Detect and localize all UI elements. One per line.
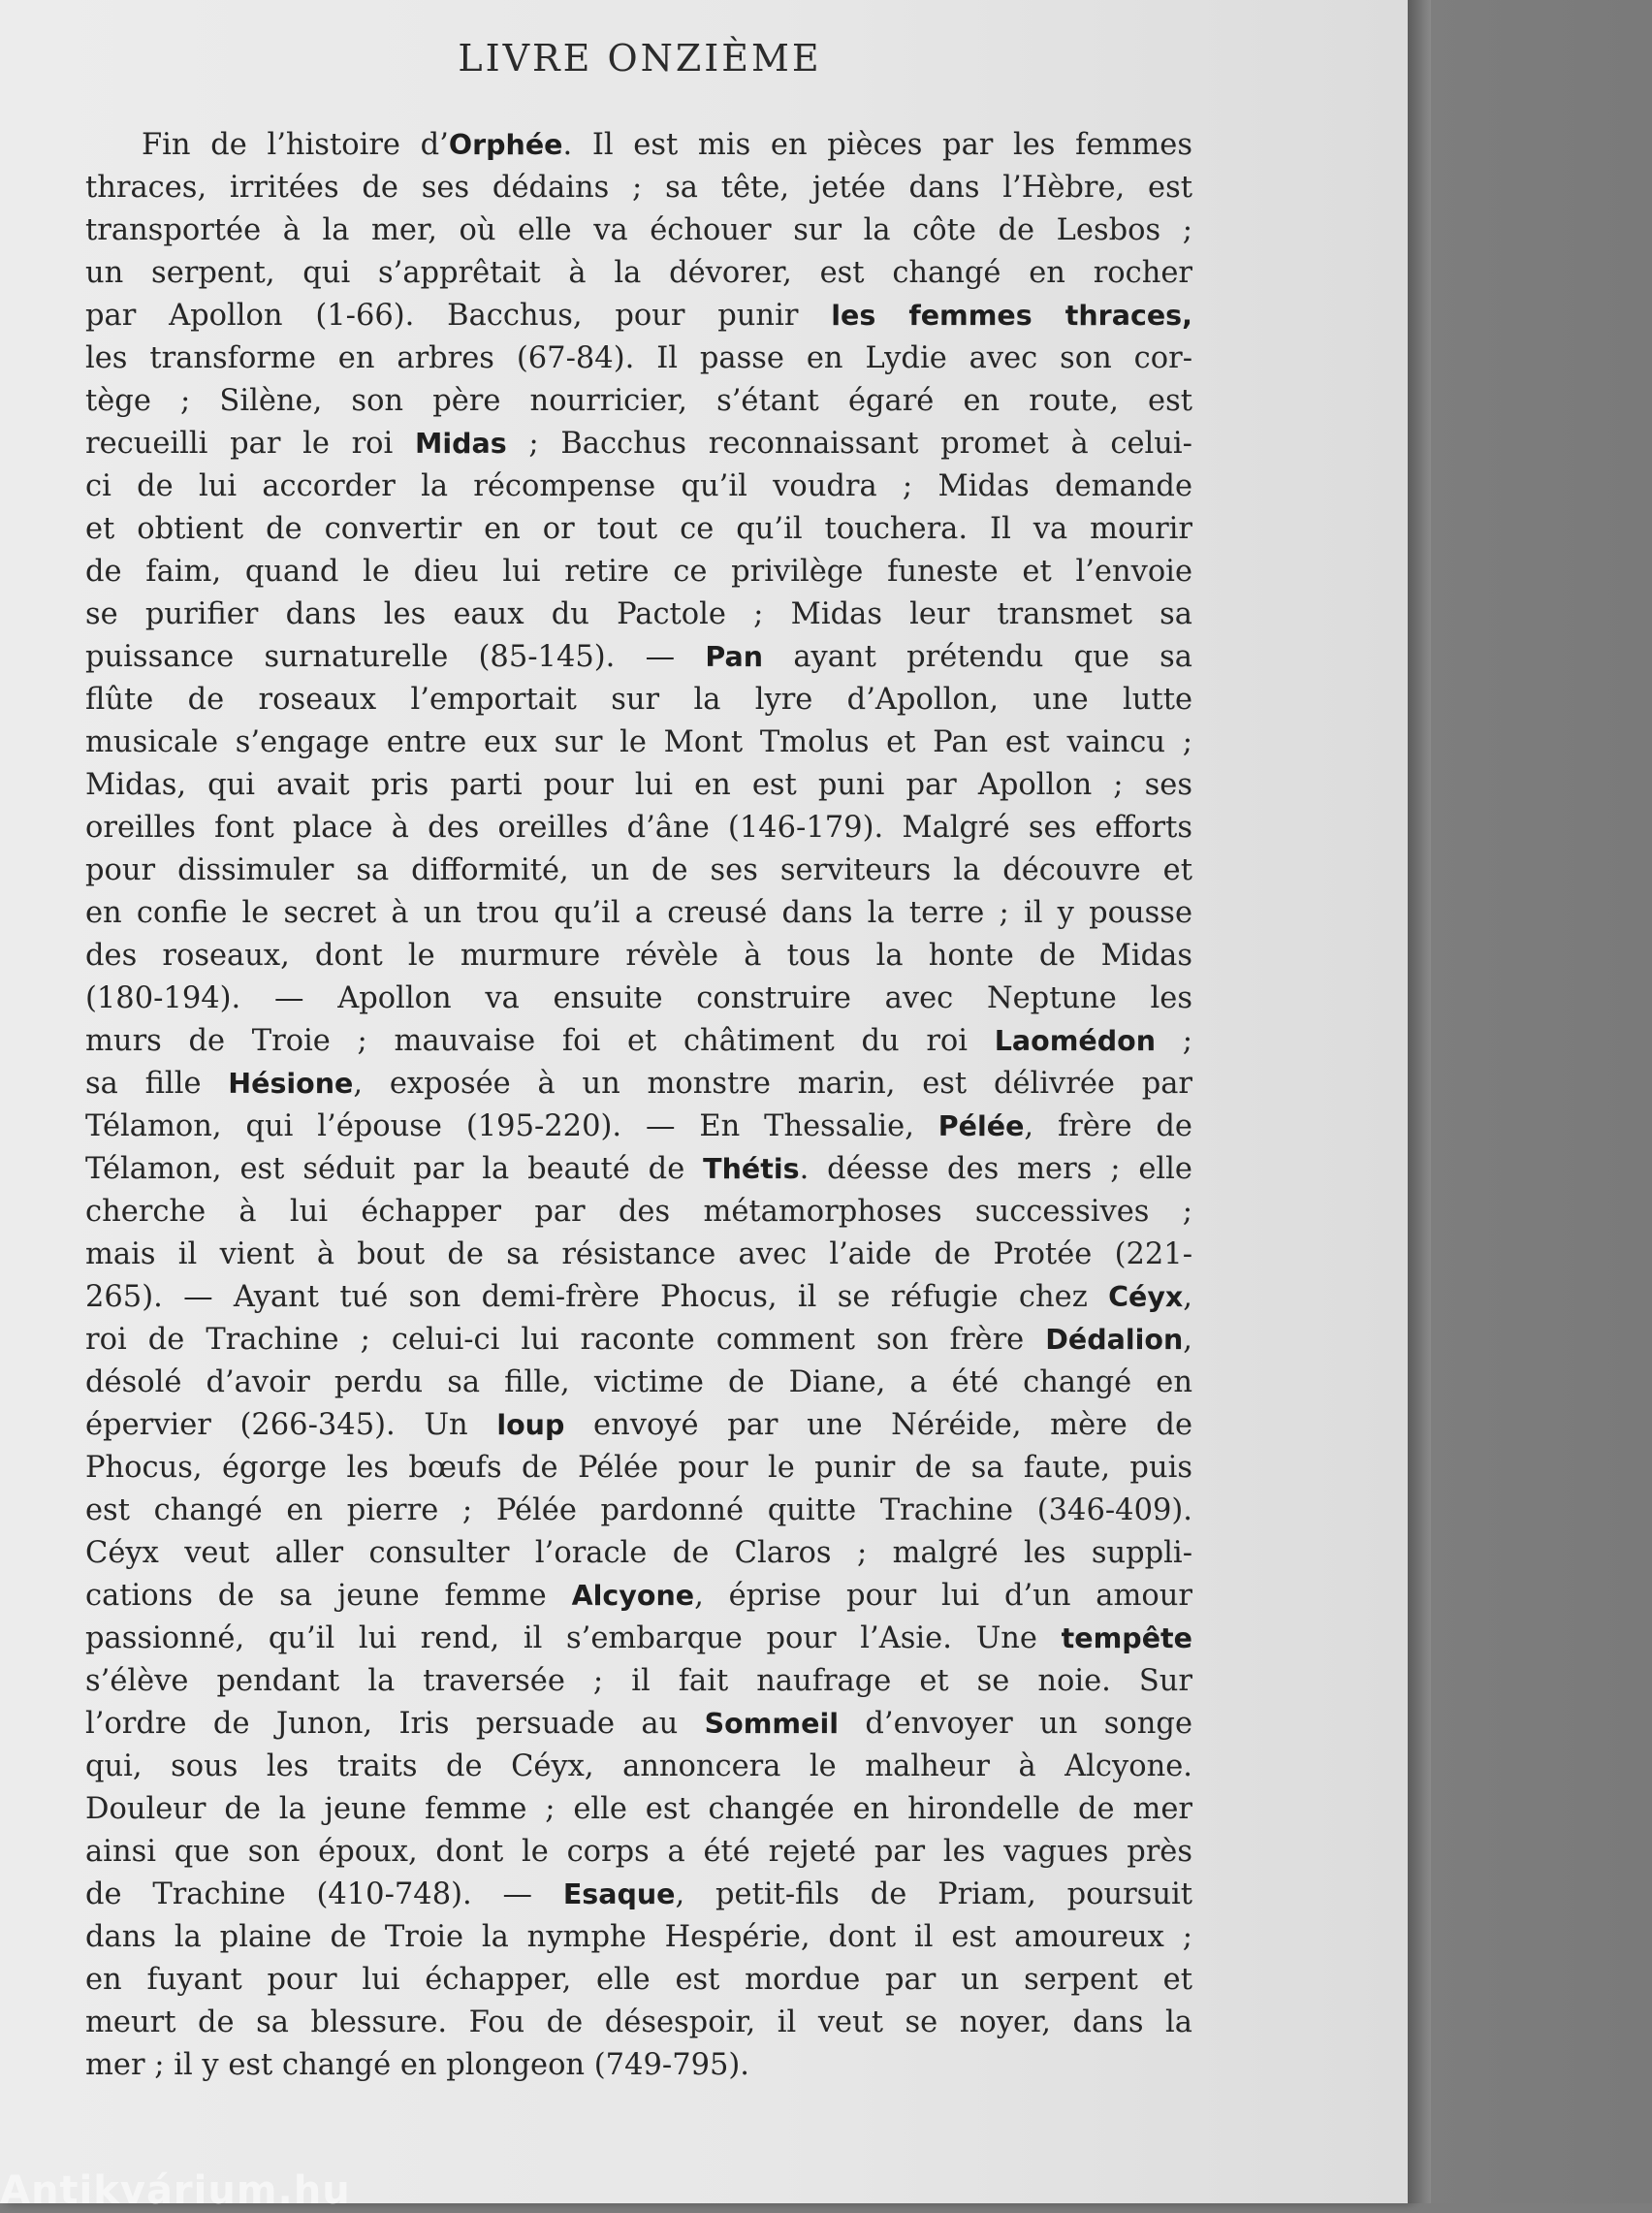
summary-line (85, 167, 1192, 209)
summary-line (85, 508, 1192, 551)
summary-line (85, 209, 1192, 252)
text-run: par Apollon (1-66). Bacchus, pour punir (85, 299, 832, 333)
text-run: , exposée à un monstre marin, est délivrée par (353, 1067, 1192, 1101)
text-run: dans la plaine de Troie la nymphe Hespérie, dont il est amoureux ; (85, 1920, 1192, 1954)
bold-name: Pan (705, 641, 764, 673)
text-run: Télamon, qui l’épouse (195-220). — En Thessalie, (85, 1109, 938, 1143)
text-run: de faim, quand le dieu lui retire ce privilège funeste et l’envoie (85, 555, 1192, 589)
summary-line (85, 1148, 1192, 1191)
summary-line (85, 2002, 1192, 2044)
text-run: envoyé par une Néréide, mère de (564, 1408, 1192, 1442)
bold-name: Laomédon (994, 1025, 1156, 1057)
text-run: Douleur de la jeune femme ; elle est changée en hirondelle de mer (85, 1792, 1192, 1826)
text-run: en confie le secret à un trou qu’il a creusé dans la terre ; il y pousse (85, 896, 1192, 930)
text-run: ci de lui accorder la récompense qu’il voudra ; Midas demande (85, 469, 1192, 503)
text-run: des roseaux, dont le murmure révèle à tous la honte de Midas (85, 939, 1192, 973)
text-run: . Il est mis en pièces par les femmes (562, 128, 1192, 162)
summary-line (85, 337, 1192, 380)
text-run: ainsi que son époux, dont le corps a été rejeté par les vagues près (85, 1835, 1192, 1869)
text-run: cherche à lui échapper par des métamorphoses successives ; (85, 1195, 1192, 1229)
text-run: , (1183, 1323, 1192, 1357)
summary-line (85, 1618, 1192, 1660)
summary-line (85, 1319, 1192, 1362)
text-run: désolé d’avoir perdu sa fille, victime de Diane, a été changé en (85, 1365, 1192, 1399)
summary-line (85, 1447, 1192, 1490)
text-run: est changé en pierre ; Pélée pardonné quitte Trachine (346-409). (85, 1493, 1192, 1527)
summary-line (85, 1020, 1192, 1063)
summary-line (85, 1575, 1192, 1618)
text-run: cations de sa jeune femme (85, 1579, 572, 1613)
bold-name: Thétis (703, 1153, 800, 1185)
summary-line (85, 807, 1192, 850)
text-run: thraces, irritées de ses dédains ; sa tête, jetée dans l’Hèbre, est (85, 171, 1192, 205)
text-run: oreilles font place à des oreilles d’âne (146-179). Malgré ses efforts (85, 811, 1192, 845)
summary-line (85, 1703, 1192, 1746)
summary-line (85, 423, 1192, 465)
summary-line (85, 252, 1192, 295)
chapter-title: LIVRE ONZIÈME (458, 37, 822, 80)
text-run: d’envoyer un songe (839, 1707, 1192, 1741)
summary-line (85, 722, 1192, 764)
bold-name: les femmes thraces, (831, 300, 1192, 332)
text-run: . déesse des mers ; elle (799, 1152, 1192, 1186)
summary-line (85, 850, 1192, 892)
bold-name: Pélée (937, 1110, 1025, 1142)
bold-name: Céyx (1108, 1281, 1184, 1313)
text-run: un serpent, qui s’apprêtait à la dévorer, est changé en rocher (85, 256, 1192, 290)
text-run: passionné, qu’il lui rend, il s’embarque pour l’Asie. Une (85, 1621, 1062, 1655)
text-run: meurt de sa blessure. Fou de désespoir, il veut se noyer, dans la (85, 2005, 1192, 2039)
summary-line (85, 1191, 1192, 1234)
text-run: mer ; il y est changé en plongeon (749-795). (85, 2048, 749, 2082)
text-run: transportée à la mer, où elle va échouer sur la côte de Lesbos ; (85, 213, 1192, 247)
bold-name: Hésione (228, 1068, 354, 1100)
text-run: murs de Troie ; mauvaise foi et châtiment du roi (85, 1024, 995, 1058)
page-edge-shadow (1408, 0, 1431, 2203)
text-run: ayant prétendu que sa (763, 640, 1192, 674)
bold-name: Orphée (448, 129, 563, 161)
text-run: (180-194). — Apollon va ensuite construire avec Neptune les (85, 981, 1192, 1015)
text-run: Fin de l’histoire d’ (142, 128, 449, 162)
text-run: recueilli par le roi (85, 427, 415, 461)
text-run: 265). — Ayant tué son demi-frère Phocus, il se réfugie chez (85, 1280, 1109, 1314)
summary-line (85, 380, 1192, 423)
bold-name: tempête (1061, 1622, 1192, 1654)
text-run: mais il vient à bout de sa résistance avec l’aide de Protée (221- (85, 1237, 1192, 1271)
text-run: les transforme en arbres (67-84). Il passe en Lydie avec son cor- (85, 341, 1192, 375)
summary-line (85, 1234, 1192, 1276)
text-run: épervier (266-345). Un (85, 1408, 497, 1442)
bold-name: Sommeil (704, 1708, 839, 1740)
chapter-summary (85, 124, 1192, 2087)
summary-line (85, 935, 1192, 978)
summary-line (85, 1063, 1192, 1106)
summary-line (85, 1362, 1192, 1404)
text-run: , frère de (1024, 1109, 1192, 1143)
bold-name: Midas (414, 428, 507, 460)
summary-line (85, 1916, 1192, 1959)
summary-line (85, 978, 1192, 1020)
text-run: qui, sous les traits de Céyx, annoncera le malheur à Alcyone. (85, 1749, 1192, 1783)
text-run: Midas, qui avait pris parti pour lui en est puni par Apollon ; ses (85, 768, 1192, 802)
bold-name: Esaque (562, 1878, 676, 1910)
summary-line (85, 1404, 1192, 1447)
summary-line (85, 465, 1192, 508)
summary-line (85, 1831, 1192, 1874)
summary-line (85, 593, 1192, 636)
text-run: roi de Trachine ; celui-ci lui raconte comment son frère (85, 1323, 1046, 1357)
text-run: se purifier dans les eaux du Pactole ; Midas leur transmet sa (85, 597, 1192, 631)
bold-name: loup (496, 1409, 565, 1441)
summary-line (85, 1106, 1192, 1148)
summary-line (85, 124, 1192, 167)
text-run: musicale s’engage entre eux sur le Mont Tmolus et Pan est vaincu ; (85, 725, 1192, 759)
text-run: flûte de roseaux l’emportait sur la lyre d’Apollon, une lutte (85, 683, 1192, 717)
text-run: , éprise pour lui d’un amour (694, 1579, 1192, 1613)
text-run: de Trachine (410-748). — (85, 1877, 563, 1911)
text-run: , petit-fils de Priam, poursuit (675, 1877, 1192, 1911)
text-run: Télamon, est séduit par la beauté de (85, 1152, 704, 1186)
text-run: sa fille (85, 1067, 229, 1101)
summary-line (85, 892, 1192, 935)
bold-name: Alcyone (571, 1580, 695, 1612)
summary-line (85, 2044, 1192, 2087)
text-run: en fuyant pour lui échapper, elle est mordue par un serpent et (85, 1963, 1192, 1997)
summary-line (85, 1874, 1192, 1916)
text-run: ; Bacchus reconnaissant promet à celui- (506, 427, 1192, 461)
summary-line (85, 1532, 1192, 1575)
summary-line (85, 551, 1192, 593)
summary-line (85, 295, 1192, 337)
text-run: l’ordre de Junon, Iris persuade au (85, 1707, 705, 1741)
text-run: pour dissimuler sa difformité, un de ses serviteurs la découvre et (85, 853, 1192, 887)
watermark: Antikvárium.hu (0, 2168, 351, 2213)
summary-line (85, 1959, 1192, 2002)
text-run: ; (1156, 1024, 1192, 1058)
text-run: et obtient de convertir en or tout ce qu’il touchera. Il va mourir (85, 512, 1192, 546)
summary-line (85, 1788, 1192, 1831)
summary-line (85, 679, 1192, 722)
summary-line (85, 1660, 1192, 1703)
text-run: tège ; Silène, son père nourricier, s’étant égaré en route, est (85, 384, 1192, 418)
summary-line (85, 636, 1192, 679)
summary-line (85, 1276, 1192, 1319)
bold-name: Dédalion (1045, 1324, 1184, 1356)
text-run: puissance surnaturelle (85-145). — (85, 640, 706, 674)
text-run: , (1183, 1280, 1192, 1314)
summary-line (85, 1746, 1192, 1788)
summary-line (85, 1490, 1192, 1532)
text-run: Céyx veut aller consulter l’oracle de Claros ; malgré les suppli- (85, 1536, 1192, 1570)
summary-line (85, 764, 1192, 807)
text-run: Phocus, égorge les bœufs de Pélée pour le punir de sa faute, puis (85, 1451, 1192, 1485)
text-run: s’élève pendant la traversée ; il fait naufrage et se noie. Sur (85, 1664, 1192, 1698)
